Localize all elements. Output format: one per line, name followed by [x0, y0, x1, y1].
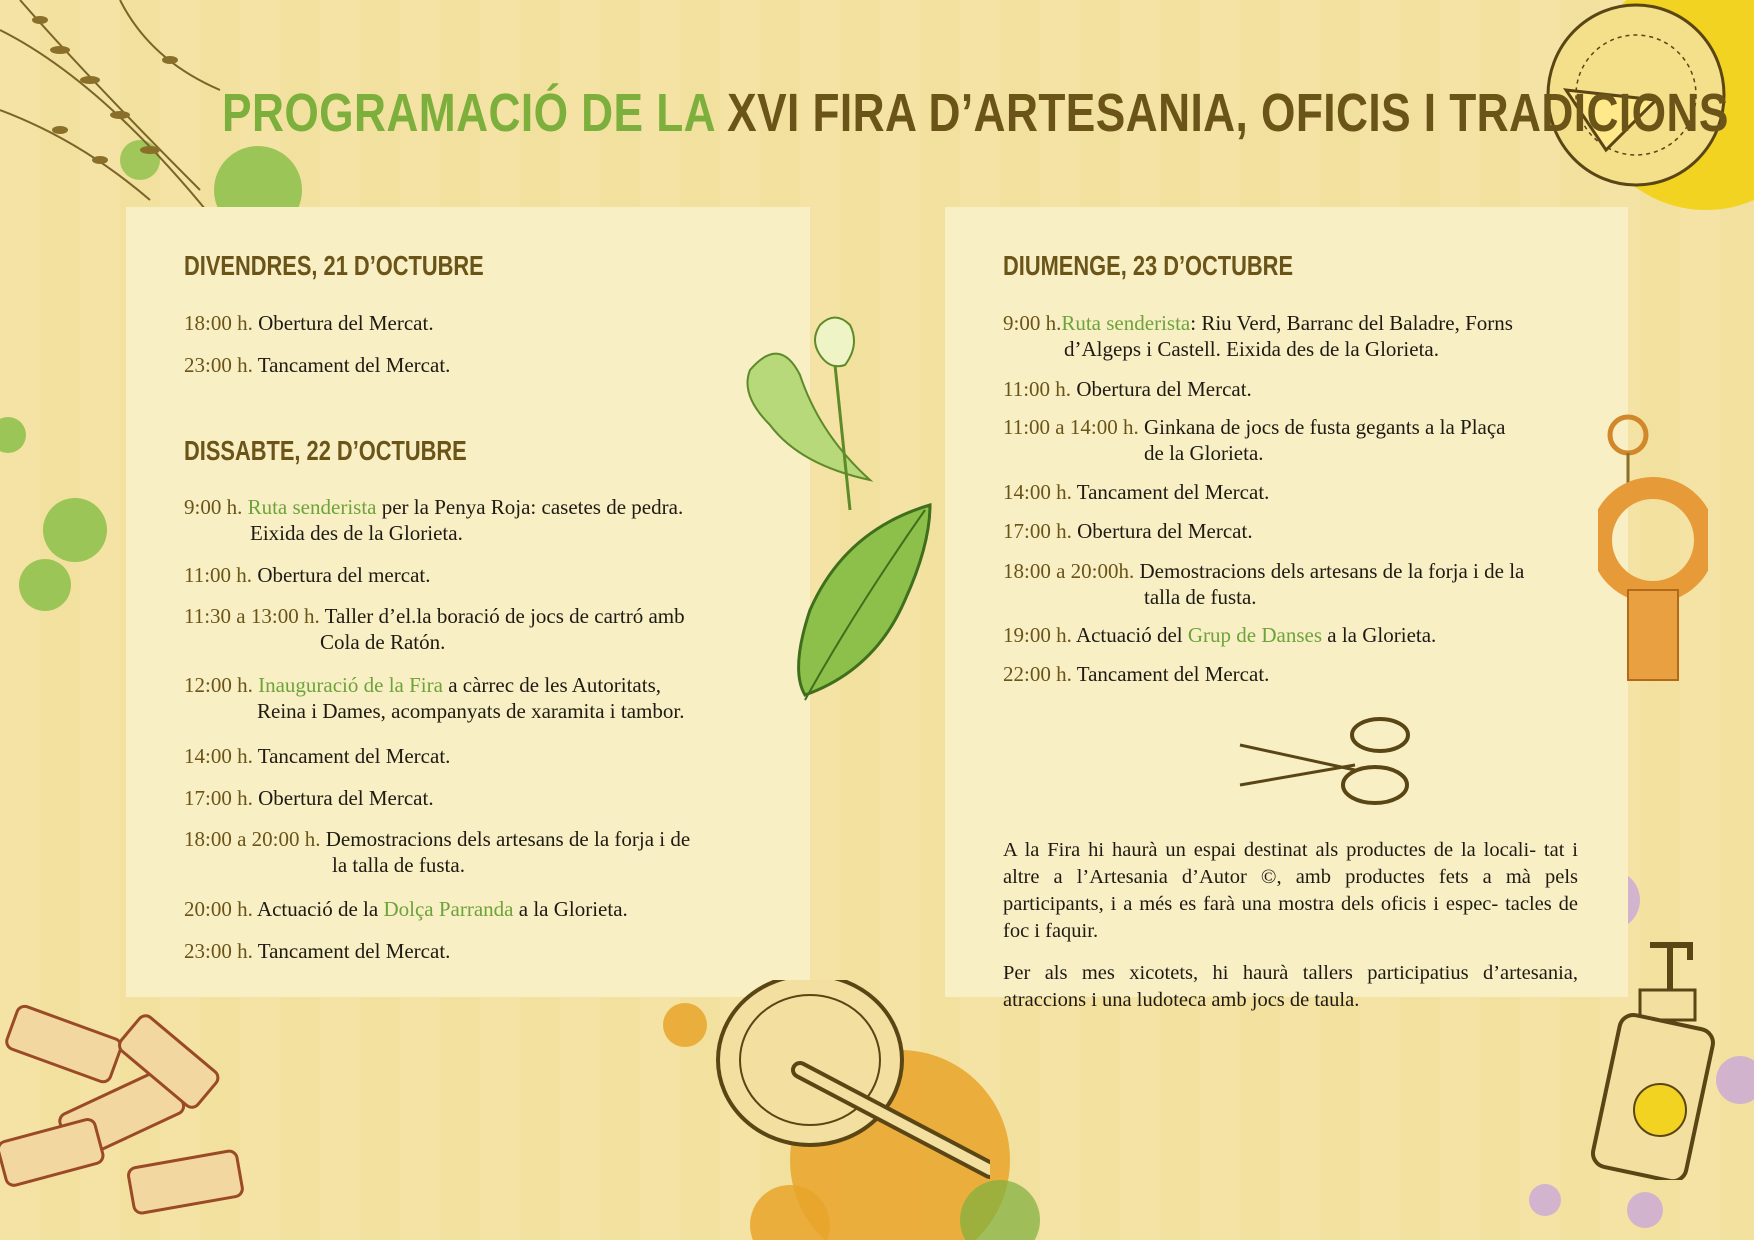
event-text: Tancament del Mercat.	[1076, 662, 1270, 686]
event-sunday-2	[1003, 376, 1252, 402]
event-saturday-6	[184, 785, 434, 811]
event-text: Taller d’el.la boració de jocs de cartró amb	[324, 604, 685, 628]
event-sunday-1	[1003, 310, 1513, 362]
day-heading-sunday: DIUMENGE, 23 D’OCTUBRE	[1003, 250, 1294, 281]
event-time: 23:00 h.	[184, 939, 253, 963]
event-time: 9:00 h.	[1003, 311, 1062, 335]
event-saturday-4	[184, 672, 684, 724]
event-continuation: de la Glorieta.	[1144, 441, 1264, 465]
event-time: 11:00 h.	[1003, 377, 1072, 401]
event-highlight: Grup de Danses	[1187, 623, 1323, 647]
event-highlight: Inauguració de la Fira	[258, 673, 443, 697]
title-part-1: PROGRAMACIÓ DE LA	[222, 83, 715, 143]
event-continuation: Cola de Ratón.	[320, 630, 446, 654]
event-time: 11:30 a 13:00 h.	[184, 604, 320, 628]
event-sunday-8	[1003, 661, 1269, 687]
event-saturday-7	[184, 826, 690, 878]
event-time: 11:00 h.	[184, 563, 253, 587]
honey-dipper-icon	[700, 980, 990, 1220]
event-text: Actuació del	[1075, 623, 1183, 647]
event-time: 22:00 h.	[1003, 662, 1072, 686]
event-sunday-3	[1003, 414, 1506, 466]
event-time: 18:00 a 20:00 h.	[184, 827, 321, 851]
event-continuation: talla de fusta.	[1144, 585, 1257, 609]
day-heading-saturday: DISSABTE, 22 D’OCTUBRE	[184, 435, 467, 466]
event-text: a càrrec de les Autoritats,	[448, 673, 662, 697]
event-time: 11:00 a 14:00 h.	[1003, 415, 1139, 439]
event-time: 20:00 h.	[184, 897, 253, 921]
event-saturday-8	[184, 896, 628, 922]
event-sunday-4	[1003, 479, 1269, 505]
event-text: Demostracions dels artesans de la forja i de	[325, 827, 691, 851]
event-time: 14:00 h.	[184, 744, 253, 768]
event-continuation: Eixida des de la Glorieta.	[250, 521, 463, 545]
event-continuation: Reina i Dames, acompanyats de xaramita i tambor.	[257, 699, 685, 723]
event-friday-1	[184, 310, 434, 336]
lavender-icon	[0, 0, 240, 220]
event-highlight: Dolça Parranda	[383, 897, 514, 921]
event-time: 18:00 a 20:00h.	[1003, 559, 1135, 583]
event-continuation: la talla de fusta.	[332, 853, 465, 877]
event-time: 23:00 h.	[184, 353, 253, 377]
event-saturday-9	[184, 938, 450, 964]
day-heading-friday: DIVENDRES, 21 D’OCTUBRE	[184, 250, 484, 281]
note-paragraph-2: Per als mes xicotets, hi haurà tallers participatius d’artesania, atraccions i una ludoteca amb jocs de taula.	[1003, 962, 1578, 1011]
event-time: 14:00 h.	[1003, 480, 1072, 504]
event-highlight: Ruta senderista	[247, 495, 377, 519]
page-title	[222, 82, 1729, 144]
title-part-2: XVI FIRA D’ARTESANIA, OFICIS I TRADICIONS	[727, 83, 1729, 143]
event-text: Tancament del Mercat.	[257, 744, 451, 768]
event-saturday-2	[184, 562, 430, 588]
event-text: : Riu Verd, Barranc del Baladre, Forns	[1190, 311, 1513, 335]
flower-icon	[740, 315, 890, 515]
event-sunday-5	[1003, 518, 1253, 544]
event-text: Tancament del Mercat.	[257, 939, 451, 963]
spools-icon	[0, 980, 250, 1240]
leaf-icon	[785, 500, 935, 710]
event-text: Obertura del mercat.	[257, 563, 431, 587]
soap-bottle-icon	[1580, 940, 1720, 1180]
event-saturday-5	[184, 743, 450, 769]
event-text: Tancament del Mercat.	[257, 353, 451, 377]
event-text: Tancament del Mercat.	[1076, 480, 1270, 504]
event-text: Demostracions dels artesans de la forja i de la	[1139, 559, 1525, 583]
event-tail: a la Glorieta.	[1327, 623, 1437, 647]
note-paragraph-1: A la Fira hi haurà un espai destinat als productes de la locali- tat i altre a l’Artesania d’Autor ©, amb productes fets a mà pels participants, i a més es farà una mostra dels oficis i espec- tacles de foc i faquir.	[1003, 839, 1578, 942]
event-sunday-7	[1003, 622, 1436, 648]
event-time: 17:00 h.	[1003, 519, 1072, 543]
event-text: Actuació de la	[256, 897, 379, 921]
event-sunday-6	[1003, 558, 1524, 610]
event-tail: a la Glorieta.	[518, 897, 628, 921]
event-time: 17:00 h.	[184, 786, 253, 810]
event-text: Obertura del Mercat.	[258, 311, 434, 335]
event-text: Ginkana de jocs de fusta gegants a la Plaça	[1143, 415, 1506, 439]
event-continuation: d’Algeps i Castell. Eixida des de la Glorieta.	[1064, 337, 1439, 361]
event-highlight: Ruta senderista	[1061, 311, 1191, 335]
event-text: Obertura del Mercat.	[1076, 377, 1252, 401]
event-saturday-3	[184, 603, 685, 655]
event-time: 9:00 h.	[184, 495, 243, 519]
event-saturday-1	[184, 494, 683, 546]
event-text: Obertura del Mercat.	[1077, 519, 1253, 543]
event-time: 12:00 h.	[184, 673, 253, 697]
event-friday-2	[184, 352, 450, 378]
event-text: per la Penya Roja: casetes de pedra.	[381, 495, 684, 519]
event-text: Obertura del Mercat.	[258, 786, 434, 810]
earring-icon	[1598, 405, 1708, 695]
event-time: 19:00 h.	[1003, 623, 1072, 647]
event-time: 18:00 h.	[184, 311, 253, 335]
scissors-icon	[1235, 710, 1415, 810]
